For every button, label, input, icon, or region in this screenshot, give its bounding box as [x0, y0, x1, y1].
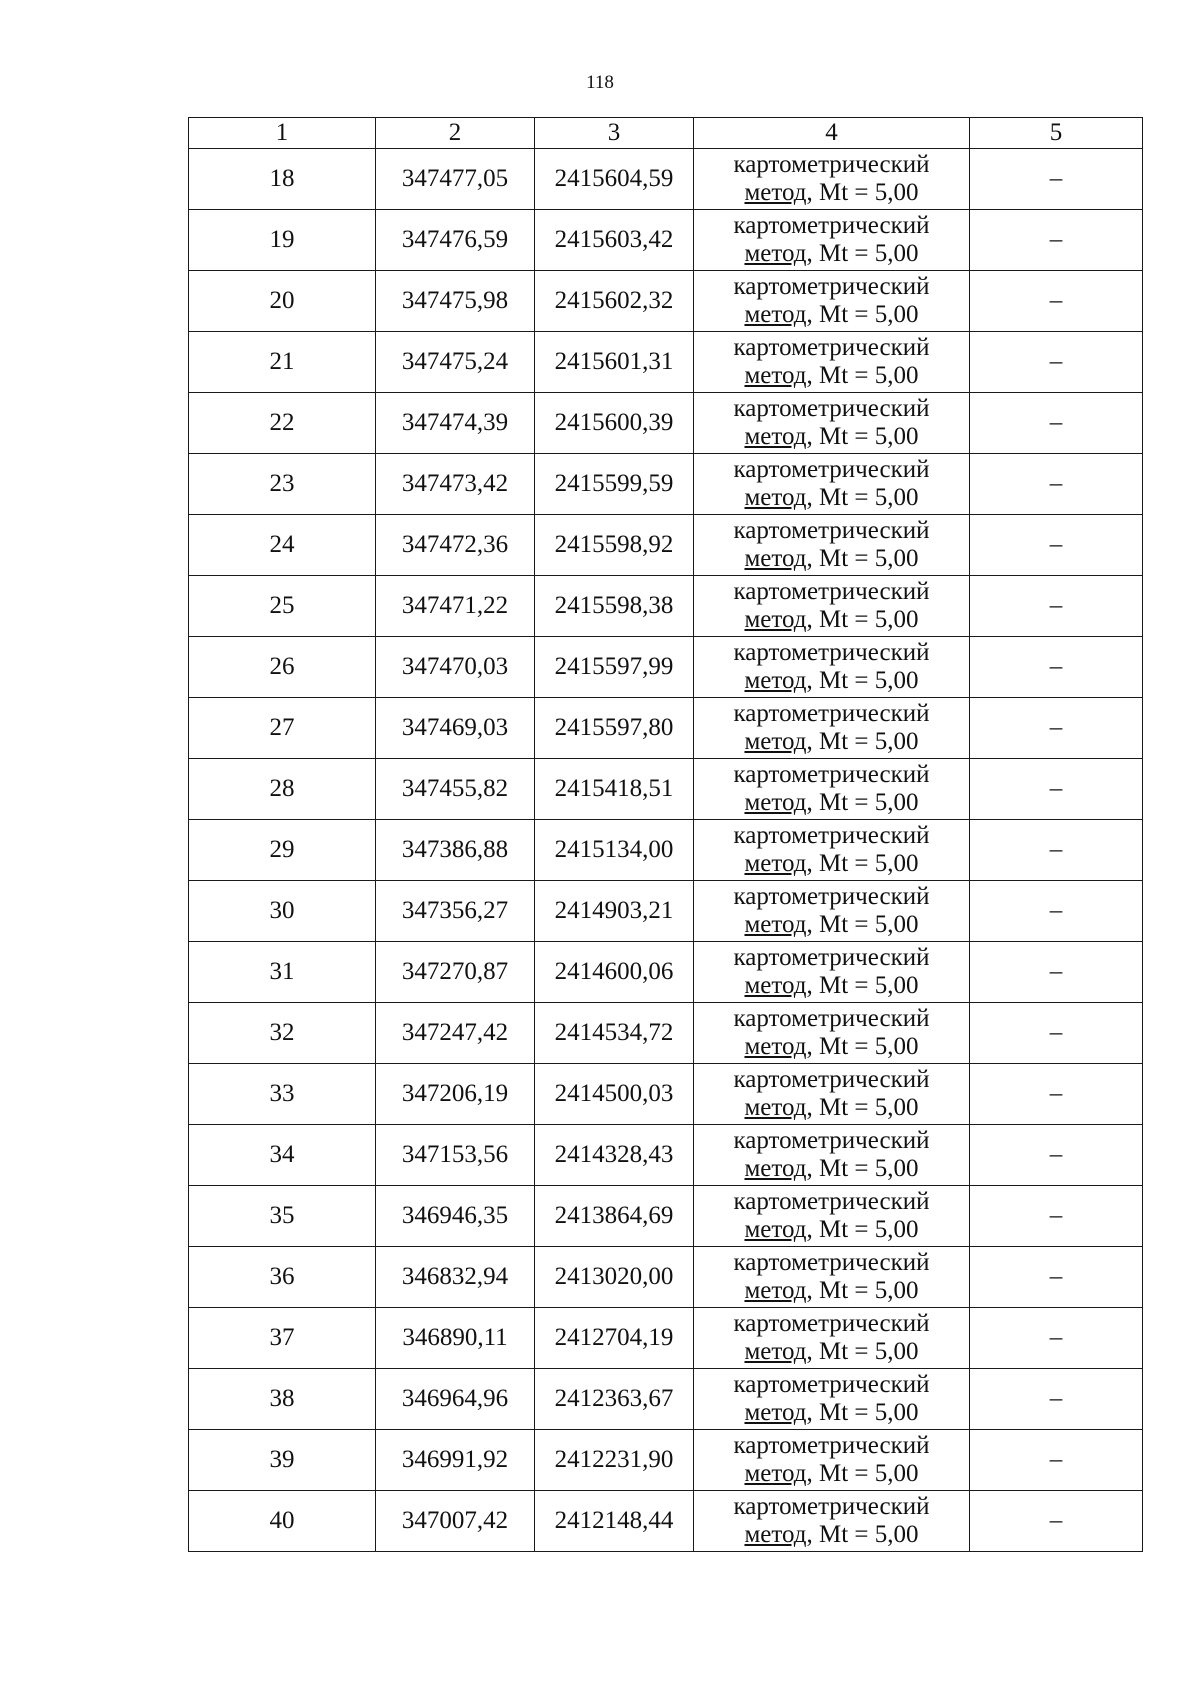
point-number-cell: 29: [189, 820, 376, 881]
method-cell: [694, 393, 970, 454]
y-coordinate-cell: 2412231,90: [535, 1430, 694, 1491]
note-cell: –: [970, 271, 1143, 332]
accuracy-value: , Mt = 5,00: [806, 1460, 919, 1487]
method-word: метод: [744, 484, 807, 511]
method-cell: [694, 881, 970, 942]
method-word: метод: [744, 1460, 807, 1487]
note-cell: –: [970, 1003, 1143, 1064]
point-number-cell: 38: [189, 1369, 376, 1430]
point-number-cell: 24: [189, 515, 376, 576]
table-row: [189, 759, 1143, 820]
accuracy-value: , Mt = 5,00: [806, 301, 919, 328]
method-cell: [694, 1308, 970, 1369]
note-cell: –: [970, 1125, 1143, 1186]
note-cell: –: [970, 454, 1143, 515]
method-accuracy: [694, 1033, 969, 1061]
method-accuracy: [694, 423, 969, 451]
method-name: картометрический: [733, 212, 930, 239]
method-cell: [694, 820, 970, 881]
method-cell: [694, 271, 970, 332]
accuracy-value: , Mt = 5,00: [806, 1216, 919, 1243]
x-coordinate-cell: 346832,94: [376, 1247, 535, 1308]
method-accuracy: [694, 545, 969, 573]
note-cell: –: [970, 942, 1143, 1003]
column-header-1: 1: [189, 118, 376, 149]
table-body: [189, 149, 1143, 1552]
note-cell: –: [970, 515, 1143, 576]
accuracy-value: , Mt = 5,00: [806, 1338, 919, 1365]
method-accuracy: [694, 484, 969, 512]
table-row: [189, 576, 1143, 637]
note-cell: –: [970, 698, 1143, 759]
y-coordinate-cell: 2415598,38: [535, 576, 694, 637]
x-coordinate-cell: 347471,22: [376, 576, 535, 637]
table-row: [189, 942, 1143, 1003]
accuracy-value: , Mt = 5,00: [806, 1033, 919, 1060]
accuracy-value: , Mt = 5,00: [806, 606, 919, 633]
method-name: картометрический: [733, 578, 930, 605]
method-cell: [694, 942, 970, 1003]
x-coordinate-cell: 346964,96: [376, 1369, 535, 1430]
table-row: [189, 637, 1143, 698]
method-accuracy: [694, 1521, 969, 1549]
note-cell: –: [970, 637, 1143, 698]
method-accuracy: [694, 1460, 969, 1488]
header-row: [189, 118, 1143, 149]
coordinates-table: [188, 117, 1143, 1552]
y-coordinate-cell: 2415600,39: [535, 393, 694, 454]
method-cell: [694, 1125, 970, 1186]
method-name: картометрический: [733, 334, 930, 361]
x-coordinate-cell: 346991,92: [376, 1430, 535, 1491]
y-coordinate-cell: 2415597,99: [535, 637, 694, 698]
note-cell: –: [970, 393, 1143, 454]
note-cell: –: [970, 332, 1143, 393]
y-coordinate-cell: 2412148,44: [535, 1491, 694, 1552]
method-accuracy: [694, 606, 969, 634]
method-name: картометрический: [733, 456, 930, 483]
method-cell: [694, 1064, 970, 1125]
y-coordinate-cell: 2414328,43: [535, 1125, 694, 1186]
method-name: картометрический: [733, 1371, 930, 1398]
method-name: картометрический: [733, 1005, 930, 1032]
method-accuracy: [694, 972, 969, 1000]
x-coordinate-cell: 347007,42: [376, 1491, 535, 1552]
table-row: [189, 332, 1143, 393]
x-coordinate-cell: 346890,11: [376, 1308, 535, 1369]
x-coordinate-cell: 347475,98: [376, 271, 535, 332]
method-cell: [694, 576, 970, 637]
accuracy-value: , Mt = 5,00: [806, 423, 919, 450]
method-cell: [694, 698, 970, 759]
method-accuracy: [694, 911, 969, 939]
method-cell: [694, 759, 970, 820]
method-cell: [694, 1003, 970, 1064]
point-number-cell: 36: [189, 1247, 376, 1308]
method-word: метод: [744, 1338, 807, 1365]
note-cell: –: [970, 1308, 1143, 1369]
table-row: [189, 1430, 1143, 1491]
method-accuracy: [694, 667, 969, 695]
x-coordinate-cell: 347474,39: [376, 393, 535, 454]
method-name: картометрический: [733, 1310, 930, 1337]
method-word: метод: [744, 423, 807, 450]
method-name: картометрический: [733, 273, 930, 300]
method-word: метод: [744, 1216, 807, 1243]
method-word: метод: [744, 240, 807, 267]
table-row: [189, 271, 1143, 332]
y-coordinate-cell: 2415597,80: [535, 698, 694, 759]
table-row: [189, 1186, 1143, 1247]
method-accuracy: [694, 1277, 969, 1305]
accuracy-value: , Mt = 5,00: [806, 1277, 919, 1304]
table-row: [189, 1247, 1143, 1308]
method-word: метод: [744, 179, 807, 206]
method-name: картометрический: [733, 700, 930, 727]
column-header-3: 3: [535, 118, 694, 149]
y-coordinate-cell: 2414534,72: [535, 1003, 694, 1064]
accuracy-value: , Mt = 5,00: [806, 850, 919, 877]
note-cell: –: [970, 820, 1143, 881]
accuracy-value: , Mt = 5,00: [806, 789, 919, 816]
table-row: [189, 1064, 1143, 1125]
point-number-cell: 39: [189, 1430, 376, 1491]
note-cell: –: [970, 1369, 1143, 1430]
method-accuracy: [694, 301, 969, 329]
method-word: метод: [744, 789, 807, 816]
method-cell: [694, 637, 970, 698]
accuracy-value: , Mt = 5,00: [806, 1399, 919, 1426]
point-number-cell: 34: [189, 1125, 376, 1186]
method-word: метод: [744, 850, 807, 877]
point-number-cell: 19: [189, 210, 376, 271]
method-name: картометрический: [733, 395, 930, 422]
x-coordinate-cell: 347247,42: [376, 1003, 535, 1064]
method-cell: [694, 210, 970, 271]
y-coordinate-cell: 2415603,42: [535, 210, 694, 271]
method-word: метод: [744, 1521, 807, 1548]
y-coordinate-cell: 2414903,21: [535, 881, 694, 942]
x-coordinate-cell: 347455,82: [376, 759, 535, 820]
accuracy-value: , Mt = 5,00: [806, 179, 919, 206]
method-word: метод: [744, 1155, 807, 1182]
method-name: картометрический: [733, 761, 930, 788]
method-accuracy: [694, 1399, 969, 1427]
method-word: метод: [744, 667, 807, 694]
table-row: [189, 820, 1143, 881]
method-cell: [694, 454, 970, 515]
point-number-cell: 21: [189, 332, 376, 393]
point-number-cell: 30: [189, 881, 376, 942]
y-coordinate-cell: 2415134,00: [535, 820, 694, 881]
method-cell: [694, 1369, 970, 1430]
method-word: метод: [744, 728, 807, 755]
x-coordinate-cell: 347270,87: [376, 942, 535, 1003]
table-row: [189, 698, 1143, 759]
method-name: картометрический: [733, 1188, 930, 1215]
table-row: [189, 515, 1143, 576]
note-cell: –: [970, 1186, 1143, 1247]
method-accuracy: [694, 728, 969, 756]
x-coordinate-cell: 347477,05: [376, 149, 535, 210]
note-cell: –: [970, 210, 1143, 271]
method-accuracy: [694, 850, 969, 878]
x-coordinate-cell: 347356,27: [376, 881, 535, 942]
method-name: картометрический: [733, 883, 930, 910]
point-number-cell: 35: [189, 1186, 376, 1247]
method-word: метод: [744, 545, 807, 572]
method-name: картометрический: [733, 517, 930, 544]
method-cell: [694, 149, 970, 210]
method-name: картометрический: [733, 639, 930, 666]
method-name: картометрический: [733, 822, 930, 849]
table-row: [189, 1369, 1143, 1430]
table-row: [189, 881, 1143, 942]
method-cell: [694, 1186, 970, 1247]
point-number-cell: 23: [189, 454, 376, 515]
point-number-cell: 18: [189, 149, 376, 210]
method-word: метод: [744, 606, 807, 633]
accuracy-value: , Mt = 5,00: [806, 1094, 919, 1121]
method-word: метод: [744, 1277, 807, 1304]
column-header-2: 2: [376, 118, 535, 149]
point-number-cell: 20: [189, 271, 376, 332]
x-coordinate-cell: 346946,35: [376, 1186, 535, 1247]
method-accuracy: [694, 362, 969, 390]
table-row: [189, 1125, 1143, 1186]
table-row: [189, 149, 1143, 210]
table-header: [189, 118, 1143, 149]
method-word: метод: [744, 911, 807, 938]
method-cell: [694, 515, 970, 576]
table-row: [189, 1308, 1143, 1369]
method-name: картометрический: [733, 1066, 930, 1093]
note-cell: –: [970, 881, 1143, 942]
table-row: [189, 1491, 1143, 1552]
method-accuracy: [694, 789, 969, 817]
note-cell: –: [970, 576, 1143, 637]
method-name: картометрический: [733, 151, 930, 178]
accuracy-value: , Mt = 5,00: [806, 484, 919, 511]
column-header-5: 5: [970, 118, 1143, 149]
y-coordinate-cell: 2415598,92: [535, 515, 694, 576]
accuracy-value: , Mt = 5,00: [806, 1155, 919, 1182]
note-cell: –: [970, 759, 1143, 820]
method-cell: [694, 1430, 970, 1491]
y-coordinate-cell: 2412363,67: [535, 1369, 694, 1430]
method-accuracy: [694, 1155, 969, 1183]
x-coordinate-cell: 347476,59: [376, 210, 535, 271]
point-number-cell: 25: [189, 576, 376, 637]
y-coordinate-cell: 2413020,00: [535, 1247, 694, 1308]
method-name: картометрический: [733, 1493, 930, 1520]
x-coordinate-cell: 347469,03: [376, 698, 535, 759]
method-cell: [694, 332, 970, 393]
method-accuracy: [694, 1094, 969, 1122]
accuracy-value: , Mt = 5,00: [806, 240, 919, 267]
note-cell: –: [970, 1064, 1143, 1125]
point-number-cell: 31: [189, 942, 376, 1003]
point-number-cell: 27: [189, 698, 376, 759]
method-name: картометрический: [733, 1127, 930, 1154]
column-header-4: 4: [694, 118, 970, 149]
accuracy-value: , Mt = 5,00: [806, 545, 919, 572]
accuracy-value: , Mt = 5,00: [806, 667, 919, 694]
table-row: [189, 210, 1143, 271]
method-name: картометрический: [733, 1432, 930, 1459]
x-coordinate-cell: 347206,19: [376, 1064, 535, 1125]
x-coordinate-cell: 347473,42: [376, 454, 535, 515]
note-cell: –: [970, 1247, 1143, 1308]
note-cell: –: [970, 1491, 1143, 1552]
table-row: [189, 1003, 1143, 1064]
y-coordinate-cell: 2415602,32: [535, 271, 694, 332]
accuracy-value: , Mt = 5,00: [806, 728, 919, 755]
method-cell: [694, 1491, 970, 1552]
point-number-cell: 28: [189, 759, 376, 820]
method-cell: [694, 1247, 970, 1308]
method-word: метод: [744, 362, 807, 389]
x-coordinate-cell: 347386,88: [376, 820, 535, 881]
accuracy-value: , Mt = 5,00: [806, 972, 919, 999]
point-number-cell: 26: [189, 637, 376, 698]
point-number-cell: 22: [189, 393, 376, 454]
point-number-cell: 33: [189, 1064, 376, 1125]
y-coordinate-cell: 2415418,51: [535, 759, 694, 820]
accuracy-value: , Mt = 5,00: [806, 911, 919, 938]
y-coordinate-cell: 2414500,03: [535, 1064, 694, 1125]
y-coordinate-cell: 2415601,31: [535, 332, 694, 393]
y-coordinate-cell: 2415604,59: [535, 149, 694, 210]
page-number: 118: [586, 72, 614, 93]
point-number-cell: 40: [189, 1491, 376, 1552]
x-coordinate-cell: 347153,56: [376, 1125, 535, 1186]
table-row: [189, 454, 1143, 515]
method-accuracy: [694, 240, 969, 268]
method-accuracy: [694, 179, 969, 207]
method-word: метод: [744, 1033, 807, 1060]
accuracy-value: , Mt = 5,00: [806, 1521, 919, 1548]
method-word: метод: [744, 972, 807, 999]
x-coordinate-cell: 347472,36: [376, 515, 535, 576]
accuracy-value: , Mt = 5,00: [806, 362, 919, 389]
method-word: метод: [744, 301, 807, 328]
point-number-cell: 37: [189, 1308, 376, 1369]
y-coordinate-cell: 2415599,59: [535, 454, 694, 515]
note-cell: –: [970, 1430, 1143, 1491]
y-coordinate-cell: 2414600,06: [535, 942, 694, 1003]
y-coordinate-cell: 2413864,69: [535, 1186, 694, 1247]
note-cell: –: [970, 149, 1143, 210]
method-name: картометрический: [733, 1249, 930, 1276]
y-coordinate-cell: 2412704,19: [535, 1308, 694, 1369]
x-coordinate-cell: 347470,03: [376, 637, 535, 698]
method-name: картометрический: [733, 944, 930, 971]
method-word: метод: [744, 1399, 807, 1426]
table-row: [189, 393, 1143, 454]
point-number-cell: 32: [189, 1003, 376, 1064]
x-coordinate-cell: 347475,24: [376, 332, 535, 393]
method-accuracy: [694, 1338, 969, 1366]
method-accuracy: [694, 1216, 969, 1244]
method-word: метод: [744, 1094, 807, 1121]
